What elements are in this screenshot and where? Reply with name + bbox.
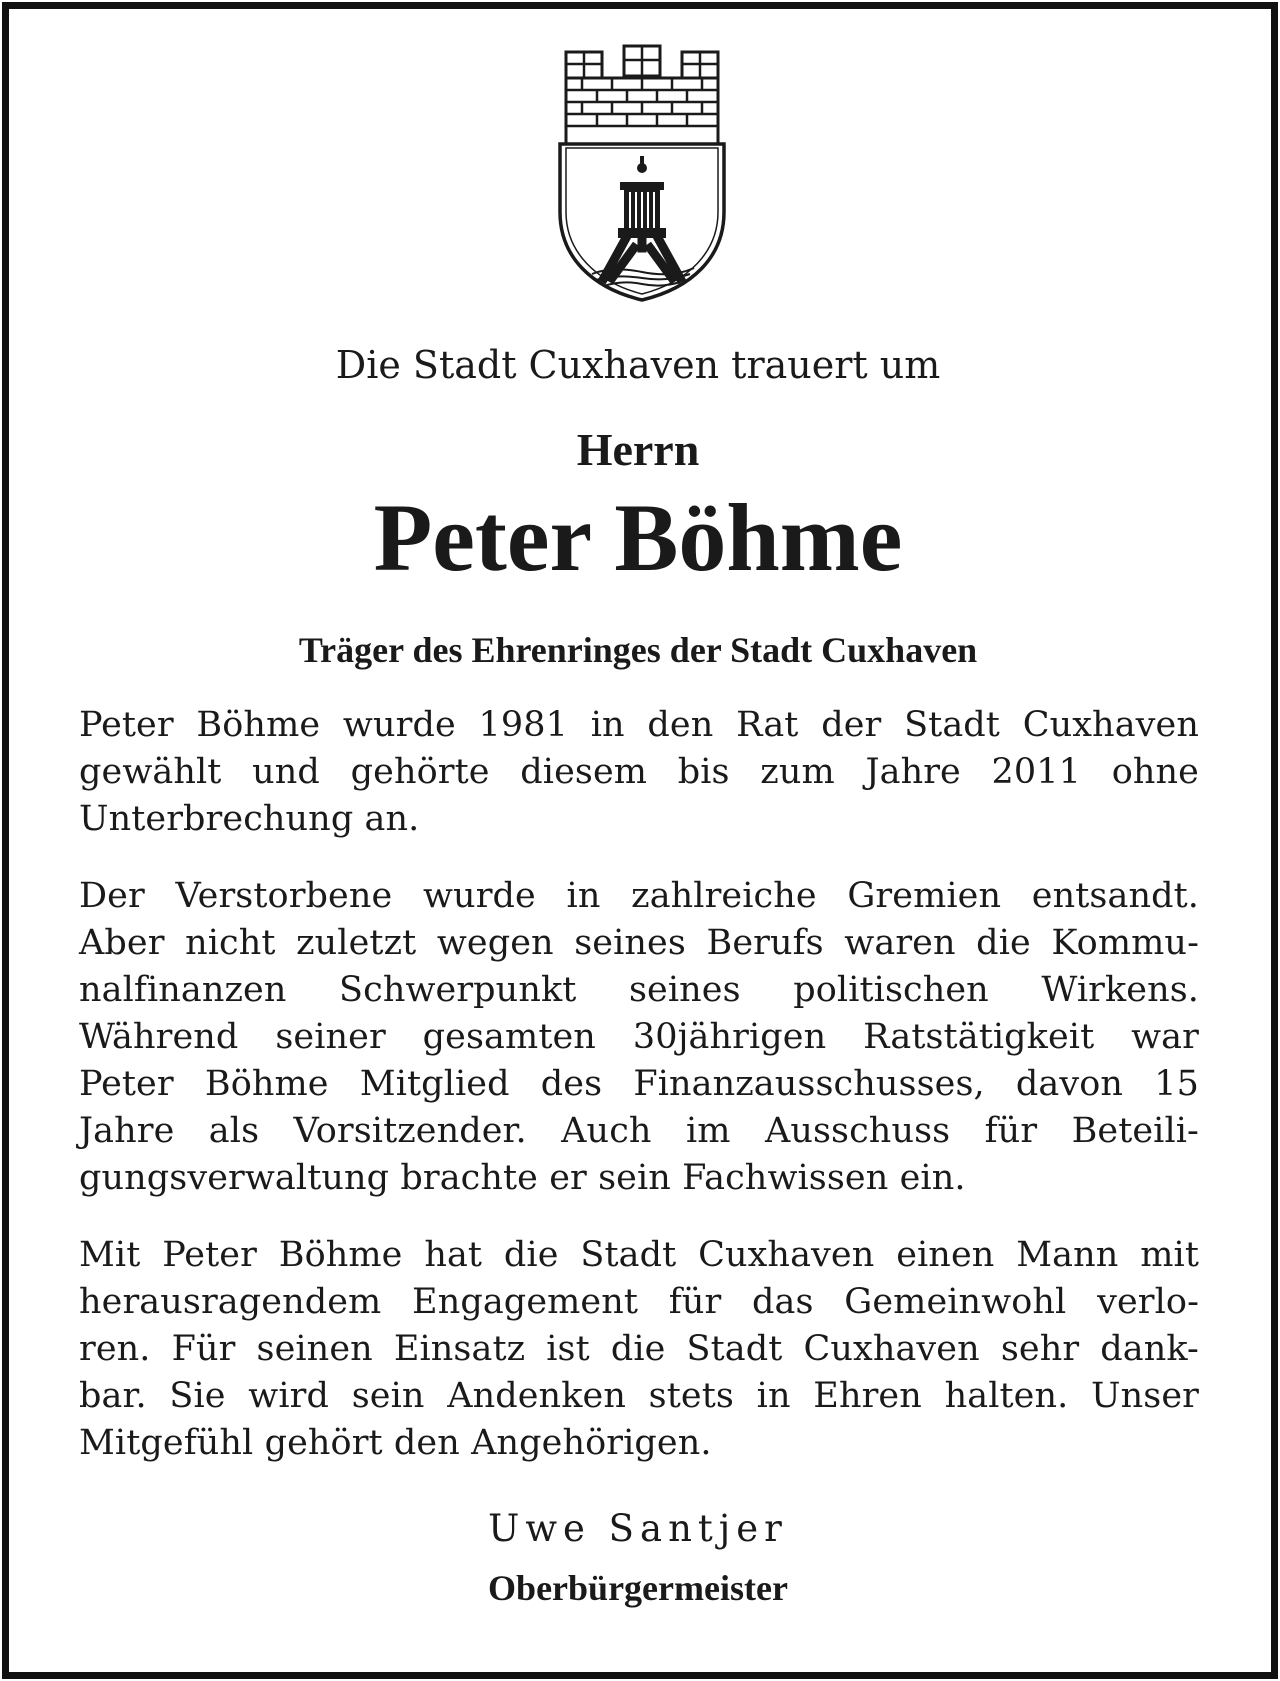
text-line: Während seiner gesamten 30jährigen Ratstätigkeit war (79, 1017, 1199, 1057)
text-line: Peter Böhme wurde 1981 in den Rat der Stadt Cuxhaven (79, 705, 1199, 745)
text-line: Mit Peter Böhme hat die Stadt Cuxhaven einen Mann mit (79, 1235, 1199, 1275)
signer-role: Oberbürgermeister (488, 1568, 788, 1608)
text-line: Jahre als Vorsitzender. Auch im Ausschuss für Beteili- (79, 1111, 1199, 1151)
deceased-name: Peter Böhme (373, 484, 903, 591)
text-line: Der Verstorbene wurde in zahlreiche Gremien entsandt. (79, 876, 1199, 916)
paragraph-career (79, 702, 1199, 843)
text-line: gungsverwaltung brachte er sein Fachwissen ein. (79, 1158, 966, 1198)
signer-name: Uwe Santjer (488, 1507, 788, 1550)
salutation: Herrn (576, 424, 700, 475)
text-line: bar. Sie wird sein Andenken stets in Ehren halten. Unser (79, 1376, 1199, 1416)
text-line: herausragendem Engagement für das Gemeinwohl verlo- (79, 1282, 1199, 1322)
text-line: Mitgefühl gehört den Angehörigen. (79, 1423, 712, 1463)
text-line: nalfinanzen Schwerpunkt seines politischen Wirkens. (79, 970, 1199, 1010)
text-line: Aber nicht zuletzt wegen seines Berufs waren die Kommu- (79, 923, 1199, 963)
paragraph-tribute (79, 1232, 1199, 1467)
paragraph-committees (79, 873, 1199, 1202)
text-line: ren. Für seinen Einsatz ist die Stadt Cuxhaven sehr dank- (79, 1329, 1199, 1369)
text-line: gewählt und gehörte diesem bis zum Jahre 2011 ohne (79, 752, 1199, 792)
text-line: Unterbrechung an. (79, 799, 420, 839)
cuxhaven-coat-of-arms-icon (552, 42, 732, 304)
honor-title: Träger des Ehrenringes der Stadt Cuxhaven (298, 630, 978, 670)
intro-line: Die Stadt Cuxhaven trauert um (335, 343, 941, 387)
text-line: Peter Böhme Mitglied des Finanzausschusses, davon 15 (79, 1064, 1199, 1104)
